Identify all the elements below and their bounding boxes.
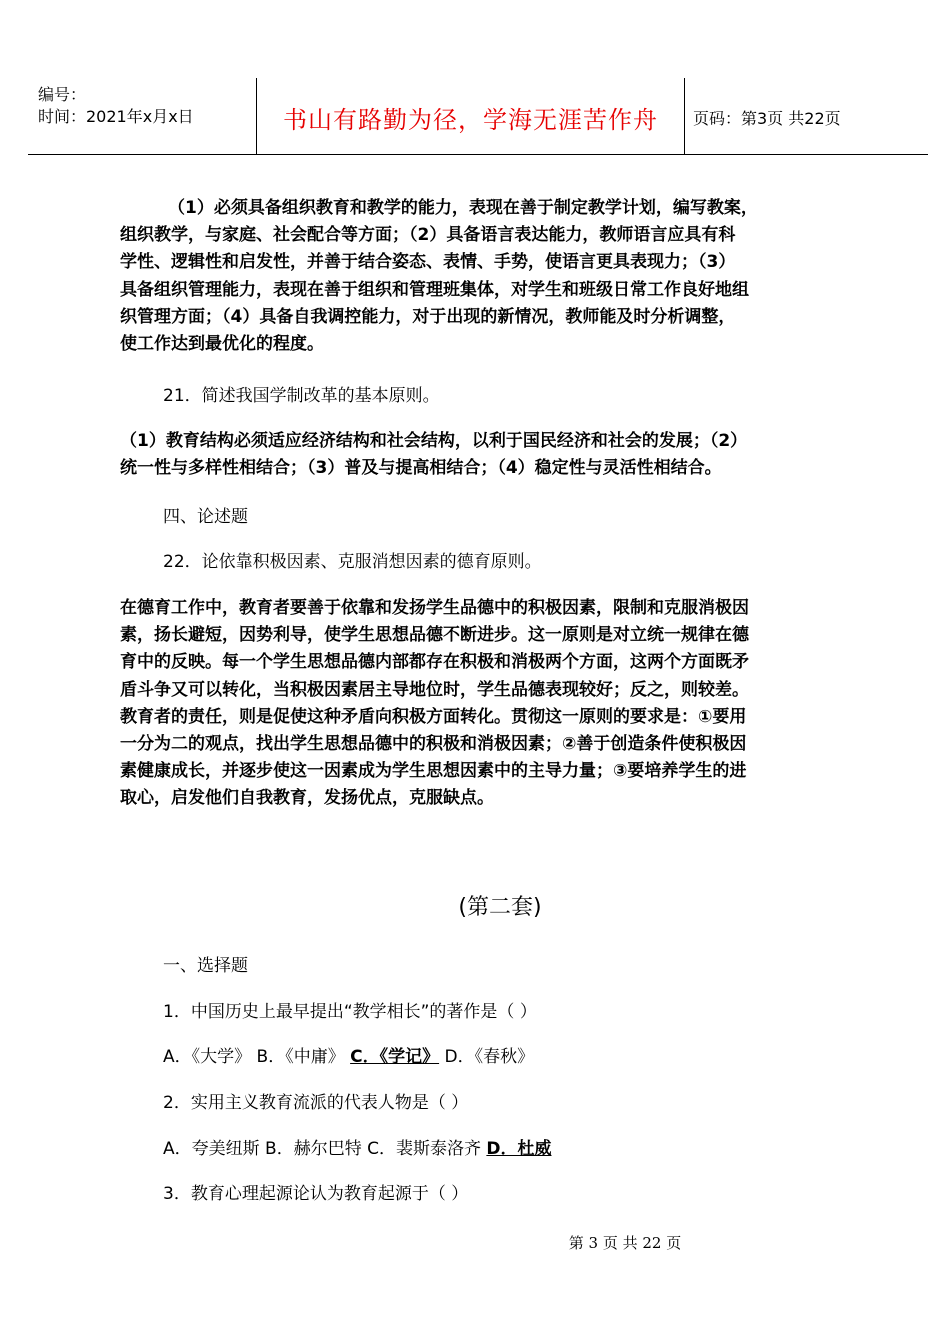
- question-1-options: [163, 1044, 883, 1071]
- text-line: 织管理方面；（4）具备自我调控能力，对于出现的新情况，教师能及时分析调整，: [120, 306, 736, 327]
- answer-22: [120, 595, 840, 813]
- page-footer: 第 3 页 共 22 页: [568, 1234, 682, 1252]
- text-line: 育中的反映。每一个学生思想品德内部都存在积极和消极两个方面，这两个方面既矛: [120, 652, 749, 673]
- answer-option: C．《学记》: [350, 1047, 440, 1067]
- options-line: [163, 1136, 883, 1163]
- question-1: [163, 999, 883, 1026]
- question-2-options: [163, 1136, 883, 1163]
- text-line: 统一性与多样性相结合；（3）普及与提高相结合；（4）稳定性与灵活性相结合。: [120, 458, 722, 479]
- question-21: [163, 383, 883, 410]
- question-text: 22．论依靠积极因素、克服消想因素的德育原则。: [163, 552, 542, 572]
- text-line: 教育者的责任，则是促使这种矛盾向积极方面转化。贯彻这一原则的要求是：①要用: [120, 706, 747, 727]
- serial-label: 编号：: [38, 85, 87, 104]
- section-text: 一、选择题: [163, 956, 248, 976]
- text-line: 盾斗争又可以转化，当积极因素居主导地位时，学生品德表现较好；反之，则较差。: [120, 679, 749, 700]
- text-line: 素健康成长，并逐步使这一因素成为学生思想因素中的主导力量；③要培养学生的进: [120, 761, 747, 782]
- header-right-cell: [683, 78, 928, 154]
- text-line: （1）必须具备组织教育和教学的能力，表现在善于制定教学计划，编写教案，: [168, 198, 758, 218]
- options-text: A．《大学》 B．《中庸》: [163, 1047, 351, 1067]
- section-heading-essay: [163, 504, 883, 531]
- page-header: [28, 78, 928, 155]
- question-text: 1．中国历史上最早提出“教学相长”的著作是（ ）: [163, 1002, 537, 1022]
- text-line: 组织教学，与家庭、社会配合等方面；（2）具备语言表达能力，教师语言应具有科: [120, 225, 736, 246]
- options-text: D．《春秋》: [439, 1047, 535, 1067]
- question-text: 2．实用主义教育流派的代表人物是（ ）: [163, 1093, 469, 1113]
- answer-paragraph-20: [120, 195, 840, 358]
- question-3: [163, 1181, 883, 1208]
- text-line: 学性、逻辑性和启发性，并善于结合姿态、表情、手势，使语言更具表现力；（3）: [120, 252, 736, 273]
- time-label: 时间：2021年x月x日: [38, 107, 194, 126]
- section-text: 四、论述题: [163, 507, 248, 527]
- text-line: （1）教育结构必须适应经济结构和社会结构，以利于国民经济和社会的发展；（2）: [120, 431, 748, 451]
- text-line: 具备组织管理能力，表现在善于组织和管理班集体，对学生和班级日常工作良好地组: [120, 279, 749, 300]
- text-line: 素，扬长避短，因势利导，使学生思想品德不断进步。这一原则是对立统一规律在德: [120, 625, 749, 646]
- text-line: 使工作达到最优化的程度。: [120, 334, 324, 355]
- text-line: 一分为二的观点，找出学生思想品德中的积极和消极因素；②善于创造条件使积极因: [120, 734, 747, 755]
- second-set-title: (第二套): [458, 895, 542, 920]
- question-22: [163, 549, 883, 576]
- header-motto-cell: [256, 78, 685, 154]
- text-line: 在德育工作中，教育者要善于依靠和发扬学生品德中的积极因素，限制和克服消极因: [120, 598, 749, 618]
- question-text: 21．简述我国学制改革的基本原则。: [163, 386, 440, 406]
- motto: 书山有路勤为径，学海无涯苦作舟: [283, 106, 658, 134]
- text-line: 取心，启发他们自我教育，发扬优点，克服缺点。: [120, 788, 494, 809]
- answer-option: D．杜威: [486, 1139, 552, 1159]
- question-2: [163, 1090, 883, 1117]
- question-text: 3．教育心理起源论认为教育起源于（ ）: [163, 1184, 469, 1204]
- header-left-cell: [28, 78, 256, 154]
- answer-21: [120, 428, 840, 482]
- section-heading-choice: [163, 953, 883, 980]
- header-page-info: 页码：第3页 共22页: [693, 109, 841, 128]
- options-text: A．夸美纽斯 B．赫尔巴特 C．裴斯泰洛齐: [163, 1139, 487, 1159]
- options-line: [163, 1044, 883, 1071]
